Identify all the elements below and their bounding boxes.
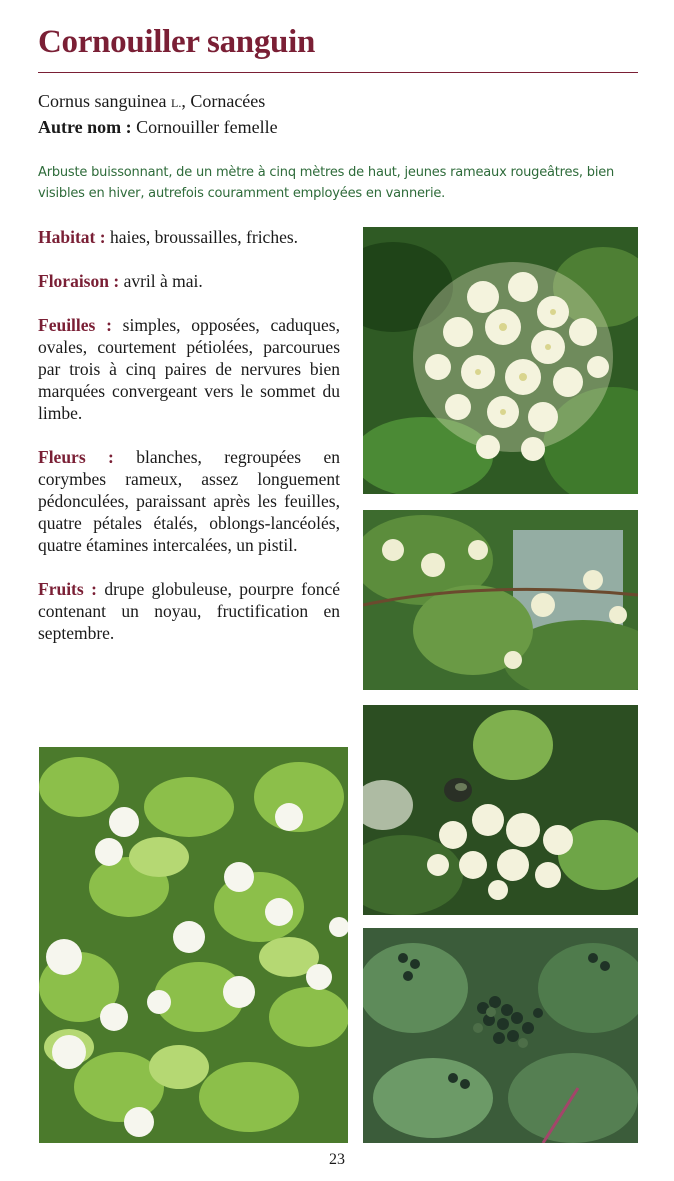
family-name: Cornacées: [190, 91, 266, 111]
flowers-paragraph: [38, 446, 340, 556]
photo-flowering-branch: [363, 510, 638, 690]
alternate-name-value: Cornouiller femelle: [136, 117, 278, 137]
photo-flowers-insect: [363, 705, 638, 915]
alternate-name-line: [38, 117, 278, 138]
author-abbrev: L.: [170, 96, 182, 110]
intro-text: Arbuste buissonnant, de un mètre à cinq mètres de haut, jeunes rameaux rougeâtres, bien visibles en hiver, autrefois couramment employées en vannerie.: [38, 165, 615, 201]
fruits-label: Fruits :: [38, 579, 97, 599]
title-divider: [38, 72, 638, 73]
page-title: Cornouiller sanguin: [38, 24, 316, 60]
photo-flower-cluster: [363, 227, 638, 494]
fruits-paragraph: [38, 578, 340, 644]
flowers-text: blanches, regroupées en corymbes rameux, assez longuement pédonculées, paraissant après les feuilles, quatre pétales étalés, oblongs-lancéolés, quatre étamines intercalées, un pistil.: [38, 447, 341, 555]
fruits-text: drupe globuleuse, pourpre foncé contenant un noyau, fructification en septembre.: [38, 579, 340, 643]
leaves-label: Feuilles :: [38, 315, 112, 335]
page-number: 23: [329, 1151, 345, 1168]
photo-fruits: [363, 928, 638, 1143]
flowering-label: Floraison :: [38, 271, 120, 291]
scientific-name-line: Cornus sanguinea L., Cornacées: [38, 91, 266, 111]
flowering-text: avril à mai.: [123, 271, 203, 291]
flowers-label: Fleurs :: [38, 447, 114, 467]
description-block: [38, 226, 340, 666]
alternate-name-label: Autre nom :: [38, 117, 132, 137]
leaves-paragraph: [38, 314, 340, 424]
leaves-text: simples, opposées, caduques, ovales, courtement pétiolées, parcourues par trois à cinq paires de nervures bien marquées convergeant vers le sommet du limbe.: [38, 315, 340, 423]
habitat-paragraph: [38, 226, 340, 248]
scientific-name: Cornus sanguinea: [38, 91, 167, 111]
flowering-paragraph: [38, 270, 340, 292]
photo-shrub: [39, 747, 348, 1143]
habitat-label: Habitat :: [38, 227, 106, 247]
habitat-text: haies, broussailles, friches.: [109, 227, 299, 247]
